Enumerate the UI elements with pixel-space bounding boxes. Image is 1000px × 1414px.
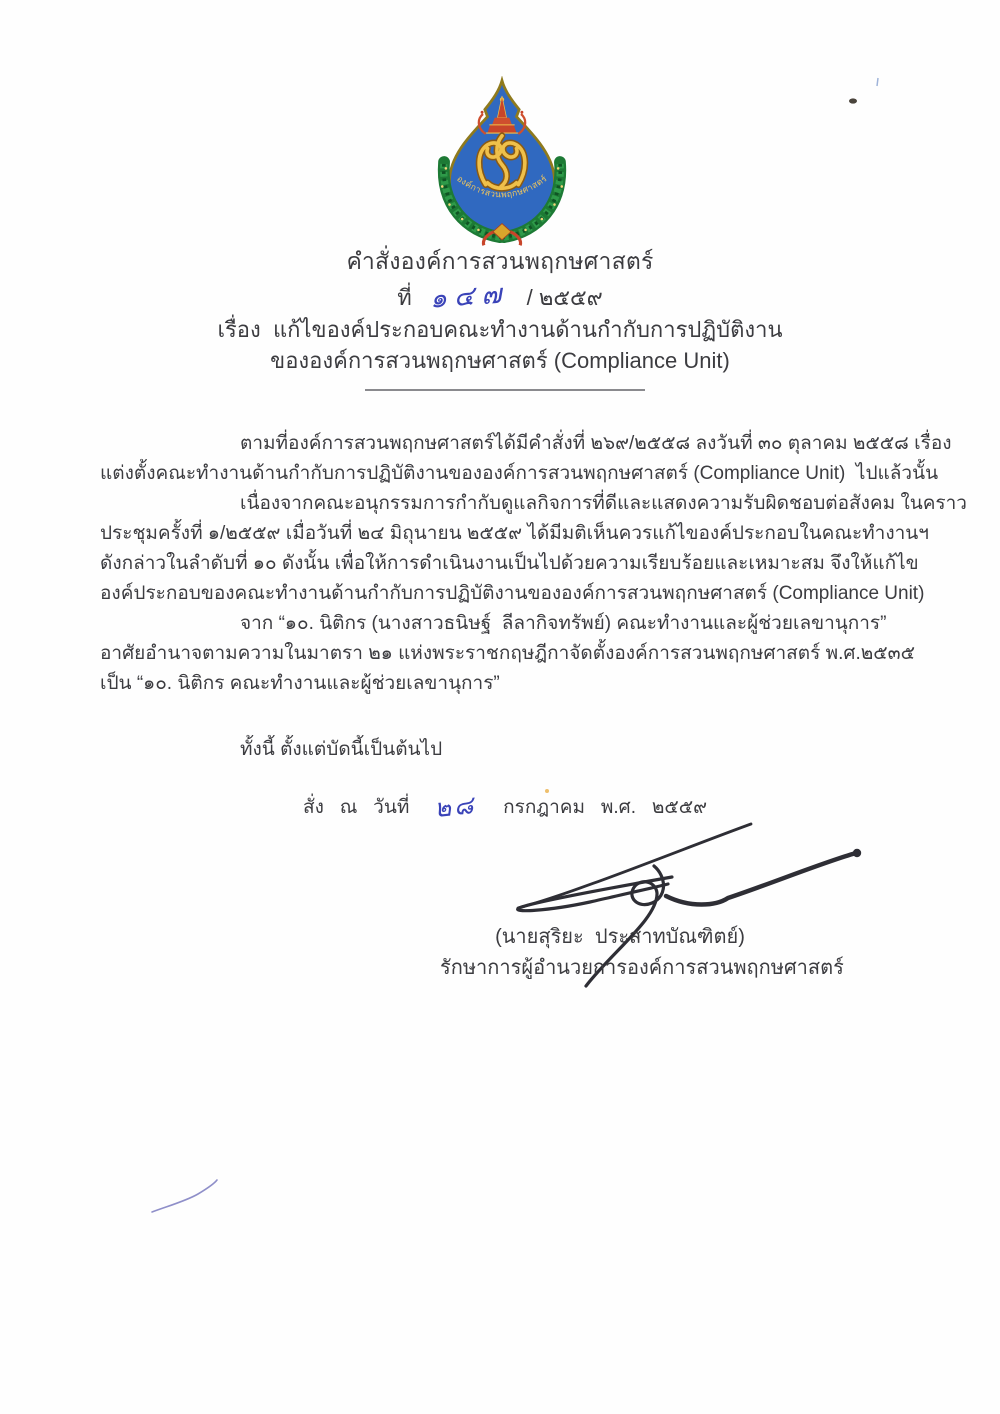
order-prefix: ที่ [397, 285, 412, 310]
body-line: ดังกล่าวในลำดับที่ ๑๐ ดังนั้น เพื่อให้การดำเนินงานเป็นไปด้วยความเรียบร้อยและเหมาะสม จึงให้แก้ไข [100, 553, 919, 574]
signer-title: รักษาการผู้อำนวยการองค์การสวนพฤกษศาสตร์ [440, 957, 844, 979]
signer-name: (นายสุริยะ ประสาทบัณฑิตย์) [495, 926, 745, 948]
blue-speck [877, 78, 878, 86]
org-emblem-graphic [424, 76, 580, 248]
body-line: องค์ประกอบของคณะทำงานด้านกำกับการปฏิบัติงานขององค์การสวนพฤกษศาสตร์ (Compliance Unit) [100, 583, 925, 604]
subject-line-1: เรื่อง แก้ไของค์ประกอบคณะทำงานด้านกำกับการปฏิบัติงาน [217, 317, 783, 342]
divider-line [365, 389, 645, 391]
ink-speck [849, 98, 857, 103]
emblem-curved-text: องค์การสวนพฤกษศาสตร์ [455, 173, 549, 200]
date-suffix: กรกฎาคม พ.ศ. ๒๕๕๙ [503, 797, 708, 818]
body-line: แต่งตั้งคณะทำงานด้านกำกับการปฏิบัติงานขององค์การสวนพฤกษศาสตร์ (Compliance Unit) ไปแล้วนั้น [100, 463, 939, 484]
body-line: เนื่องจากคณะอนุกรรมการกำกับดูแลกิจการที่ดีและแสดงความรับผิดชอบต่อสังคม ในคราว [240, 493, 967, 514]
body-line: ตามที่องค์การสวนพฤกษศาสตร์ได้มีคำสั่งที่ ๒๖๙/๒๕๕๘ ลงวันที่ ๓๐ ตุลาคม ๒๕๕๘ เรื่อง [240, 433, 952, 454]
org-emblem [424, 76, 580, 248]
closing-line: ทั้งนี้ ตั้งแต่บัดนี้เป็นต้นไป [240, 739, 443, 760]
body-line: ประชุมครั้งที่ ๑/๒๕๕๙ เมื่อวันที่ ๒๔ มิถุนายน ๒๕๕๙ ได้มีมติเห็นควรแก้ไของค์ประกอบในคณะทำงานฯ [100, 523, 929, 544]
date-day-handwritten: ๒๘ [433, 790, 478, 824]
body-line: จาก “๑๐. นิติกร (นางสาวธนิษฐ์ ลีลากิจทรัพย์) คณะทำงานและผู้ช่วยเลขานุการ” [240, 613, 887, 634]
date-prefix: สั่ง ณ วันที่ [303, 797, 410, 818]
body-line: เป็น “๑๐. นิติกร คณะทำงานและผู้ช่วยเลขานุการ” [100, 673, 500, 694]
order-number-handwritten: ๑๔๗ [428, 278, 510, 314]
subject-line-2: ขององค์การสวนพฤกษศาสตร์ (Compliance Unit) [270, 348, 730, 373]
order-number-row [0, 280, 1000, 316]
order-year: / ๒๕๕๙ [526, 285, 603, 310]
body-text [100, 429, 967, 699]
document-title: คำสั่งองค์การสวนพฤกษศาสตร์ [346, 248, 654, 274]
order-date-row [303, 792, 707, 826]
body-line: อาศัยอำนาจตามความในมาตรา ๒๑ แห่งพระราชกฤษฎีกาจัดตั้งองค์การสวนพฤกษศาสตร์ พ.ศ.๒๕๓๕ [100, 643, 916, 664]
stray-pen-mark [152, 1180, 217, 1212]
